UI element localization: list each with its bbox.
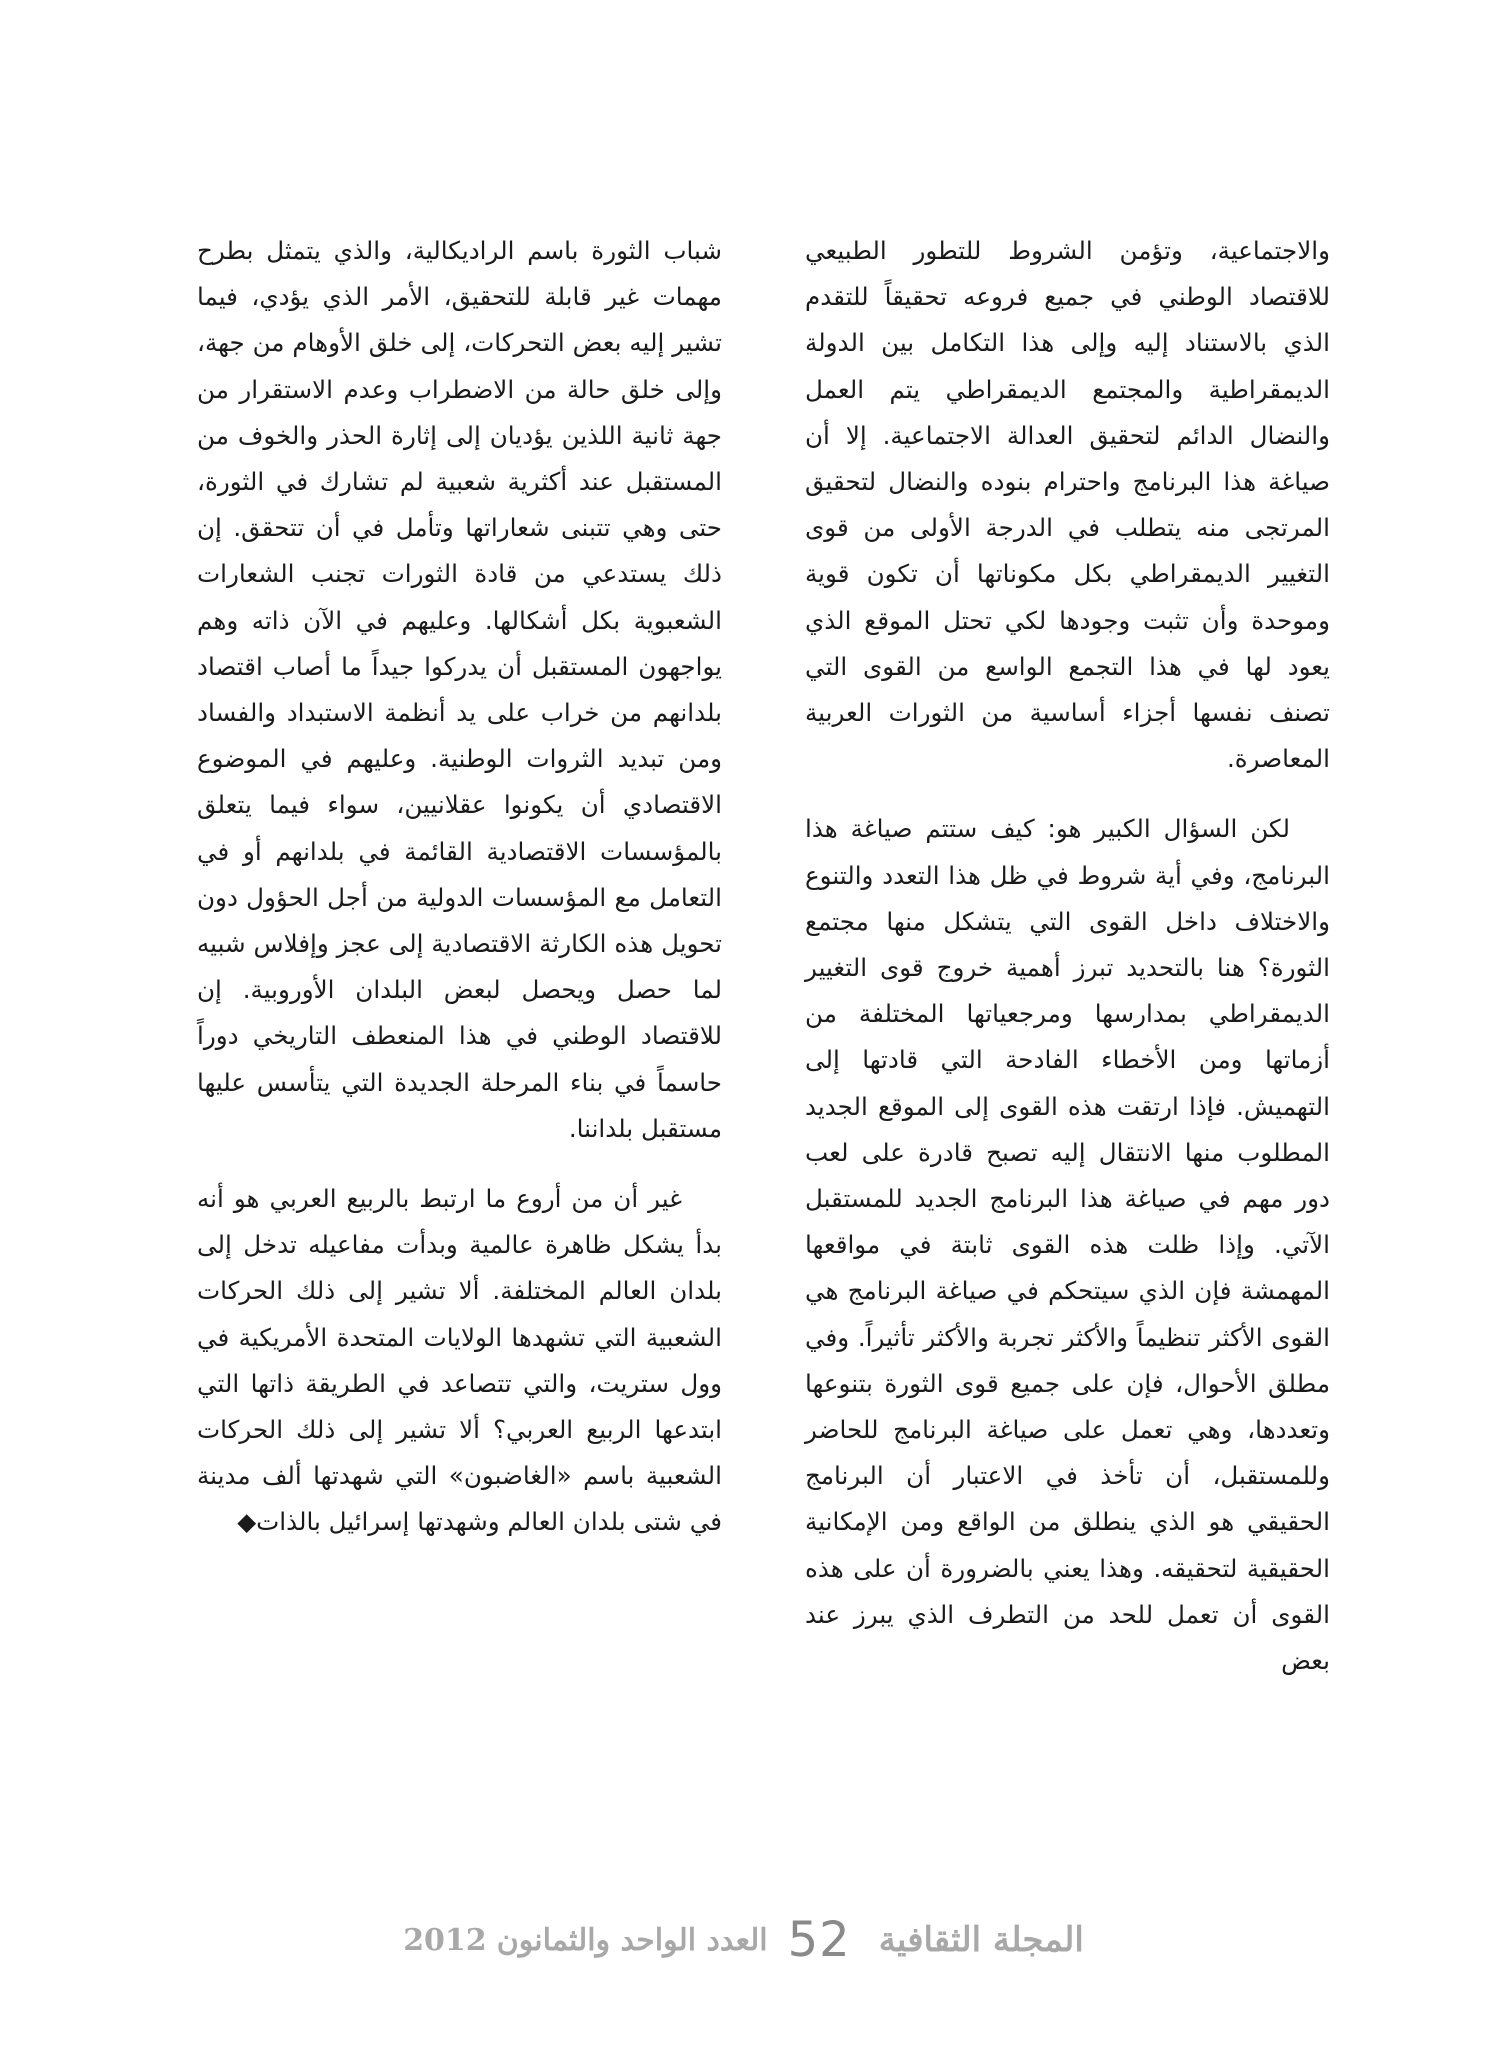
issue-label: العدد الواحد والثمانون <box>496 1922 768 1958</box>
article-column-right <box>805 228 1330 1684</box>
page-number: 52 <box>787 1912 851 1968</box>
magazine-title: المجلة الثقافية <box>878 1920 1084 1960</box>
paragraph: شباب الثورة باسم الراديكالية، والذي يتمثل بطرح مهمات غير قابلة للتحقيق، الأمر الذي يؤدي، فيما تشير إليه بعض التحركات، إلى خلق الأوهام من جهة، وإلى خلق حالة من الاضطراب وعدم الاستقرار من جهة ثانية اللذين يؤديان إلى إثارة الحذر والخوف من المستقبل عند أكثرية شعبية لم تشارك في الثورة، حتى وهي تتبنى شعاراتها وتأمل في أن تتحقق. إن ذلك يستدعي من قادة الثورات تجنب الشعارات الشعبوية بكل أشكالها. وعليهم في الآن ذاته وهم يواجهون المستقبل أن يدركوا جيداً ما أصاب اقتصاد بلدانهم من خراب على يد أنظمة الاستبداد والفساد ومن تبديد الثروات الوطنية. وعليهم في الموضوع الاقتصادي أن يكونوا عقلانيين، سواء فيما يتعلق بالمؤسسات الاقتصادية القائمة في بلدانهم أو في التعامل مع المؤسسات الدولية من أجل الحؤول دون تحويل هذه الكارثة الاقتصادية إلى عجز وإفلاس شبيه لما حصل ويحصل لبعض البلدان الأوروبية. إن للاقتصاد الوطني في هذا المنعطف التاريخي دوراً حاسماً في بناء المرحلة الجديدة التي يتأسس عليها مستقبل بلداننا. <box>197 236 722 1143</box>
paragraph: والاجتماعية، وتؤمن الشروط للتطور الطبيعي للاقتصاد الوطني في جميع فروعه تحقيقاً للتقدم الذي بالاستناد إليه وإلى هذا التكامل بين الدولة الديمقراطية والمجتمع الديمقراطي يتم العمل والنضال الدائم لتحقيق العدالة الاجتماعية. إلا أن صياغة هذا البرنامج واحترام بنوده والنضال لتحقيق المرتجى منه يتطلب في الدرجة الأولى من قوى التغيير الديمقراطي بكل مكوناتها أن تكون قوية وموحدة وأن تثبت وجودها لكي تحتل الموقع الذي يعود لها في هذا التجمع الواسع من القوى التي تصنف نفسها أجزاء أساسية من الثورات العربية المعاصرة. <box>805 236 1330 774</box>
page-footer <box>0 1910 1497 1970</box>
issue-year: 2012 <box>403 1922 487 1958</box>
paragraph: غير أن من أروع ما ارتبط بالربيع العربي هو أنه بدأ يشكل ظاهرة عالمية وبدأت مفاعيله تدخل إلى بلدان العالم المختلفة. ألا تشير إلى ذلك الحركات الشعبية التي تشهدها الولايات المتحدة الأمريكية في وول ستريت، والتي تتصاعد في الطريقة ذاتها التي ابتدعها الربيع العربي؟ ألا تشير إلى ذلك الحركات الشعبية باسم «الغاضبون» التي شهدتها ألف مدينة في شتى بلدان العالم وشهدتها إسرائيل بالذات◆ <box>197 1184 722 1537</box>
paragraph: لكن السؤال الكبير هو: كيف ستتم صياغة هذا البرنامج، وفي أية شروط في ظل هذا التعدد والتنوع والاختلاف داخل القوى التي يتشكل منها مجتمع الثورة؟ هنا بالتحديد تبرز أهمية خروج قوى التغيير الديمقراطي بمدارسها ومرجعياتها المختلفة من أزماتها ومن الأخطاء الفادحة التي قادتها إلى التهميش. فإذا ارتقت هذه القوى إلى الموقع الجديد المطلوب منها الانتقال إليه تصبح قادرة على لعب دور مهم في صياغة هذا البرنامج الجديد للمستقبل الآتي. وإذا ظلت هذه القوى ثابتة في مواقعها المهمشة فإن الذي سيتحكم في صياغة البرنامج هي القوى الأكثر تنظيماً والأكثر تجربة والأكثر تأثيراً. وفي مطلق الأحوال، فإن على جميع قوى الثورة بتنوعها وتعددها، وهي تعمل على صياغة البرنامج للحاضر وللمستقبل، أن تأخذ في الاعتبار أن البرنامج الحقيقي هو الذي ينطلق من الواقع ومن الإمكانية الحقيقية لتحقيقه. وهذا يعني بالضرورة أن على هذه القوى أن تعمل للحد من التطرف الذي يبرز عند بعض <box>805 814 1330 1676</box>
article-column-left <box>197 228 722 1546</box>
